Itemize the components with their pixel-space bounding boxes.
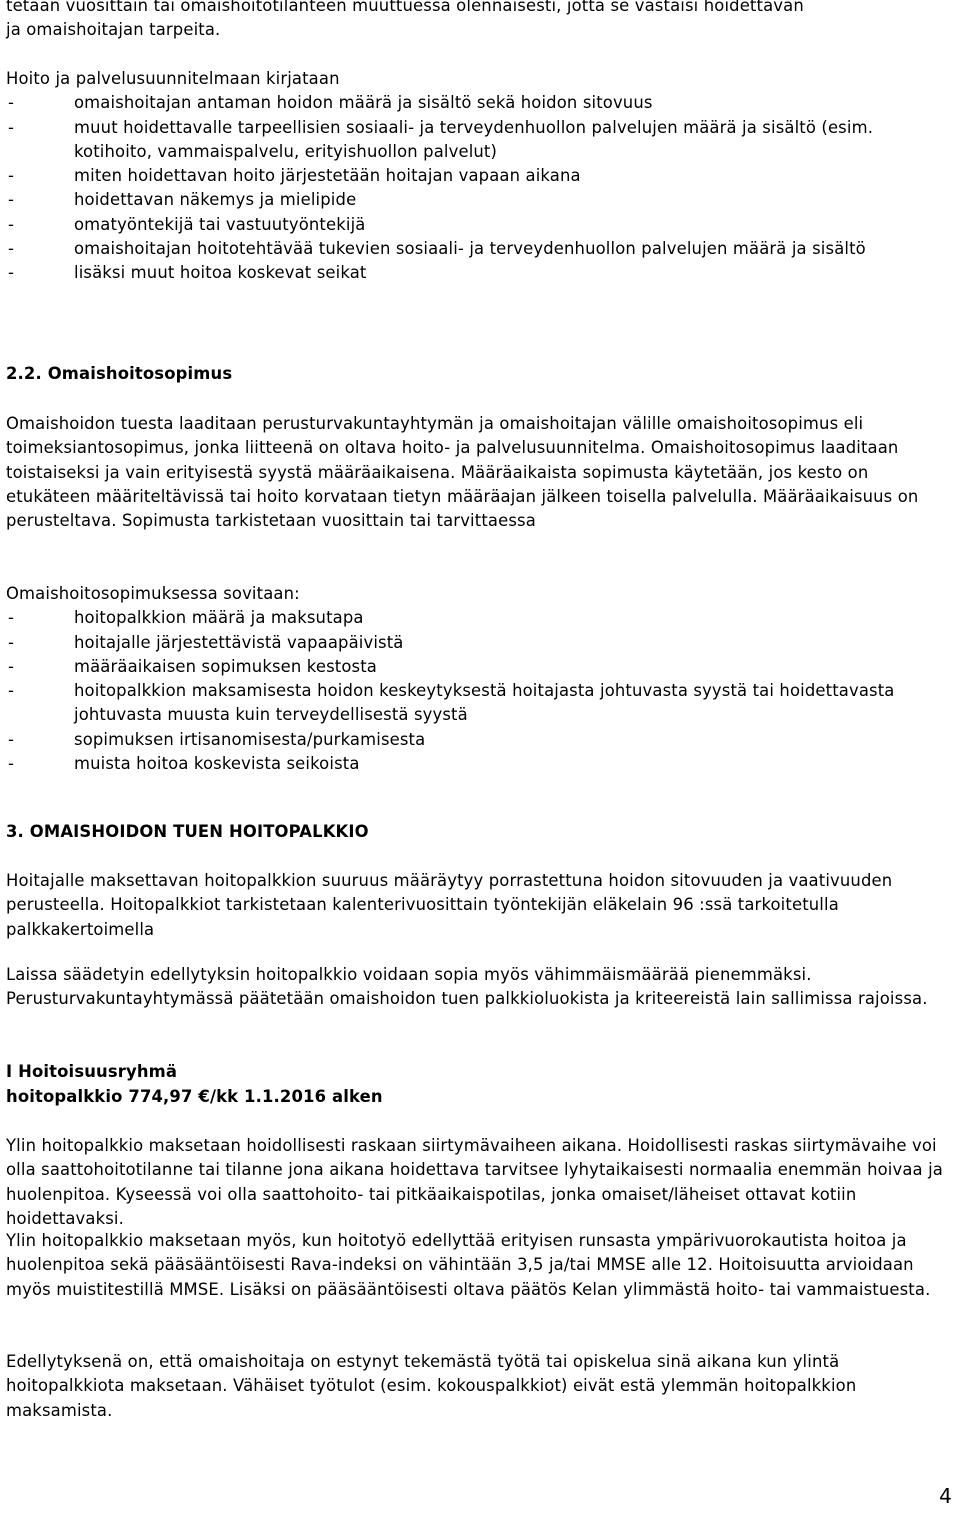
page-number: 4 [939, 1484, 952, 1508]
section-2-2-paragraph: Omaishoidon tuesta laaditaan perusturvakuntayhtymän ja omaishoitajan välille omaishoitosopimus eli toimeksiantosopimus, jonka liitteenä on oltava hoito- ja palvelusuunnitelma. Omaishoitosopimus laaditaan toistaiseksi ja vain erityisestä syystä määräaikaisena. Määräaikaista sopimusta käytetään, jos kesto on etukäteen määriteltävissä tai hoito korvataan tietyn määräajan jälkeen toisella palvelulla. Määräaikaisuus on perusteltava. Sopimusta tarkistetaan vuosittain tai tarvittaessa [6, 414, 919, 531]
care-plan-heading: Hoito ja palvelusuunnitelmaan kirjataan [6, 69, 340, 88]
list-item: - omaishoitajan antaman hoidon määrä ja sisältö sekä hoidon sitovuus [8, 93, 653, 113]
list-item: - muut hoidettavalle tarpeellisien sosiaali- ja terveydenhuollon palvelujen määrä ja sisältö (esim. kotihoito, vammaispalvelu, erityishuollon palvelut) [8, 117, 874, 161]
section-3-paragraph: Ylin hoitopalkkio maksetaan myös, kun hoitotyö edellyttää erityisen runsasta ympärivuorokautista hoitoa ja huolenpitoa sekä pääsääntöisesti Rava-indeksi on vähintään 3,5 ja/tai MMSE alle 12. Hoitoisuutta arvioidaan myös muistitestillä MMSE. Lisäksi on pääsääntöisesti oltava päätös Kelan ylimmästä hoito- tai vammaistuesta. [6, 1231, 931, 1299]
agreement-section [6, 582, 950, 776]
list-item: - määräaikaisen sopimuksen kestosta [8, 656, 377, 676]
list-item: - omatyöntekijä tai vastuutyöntekijä [8, 214, 366, 234]
list-item: - hoitopalkkion maksamisesta hoidon keskeytyksestä hoitajasta johtuvasta syystä tai hoidettavasta johtuvasta muusta kuin terveydellisestä syystä [8, 681, 895, 725]
list-item: - miten hoidettavan hoito järjestetään hoitajan vapaan aikana [8, 166, 581, 186]
list-item: - hoitajalle järjestettävistä vapaapäivistä [8, 632, 404, 652]
section-3-paragraph: Ylin hoitopalkkio maksetaan hoidollisesti raskaan siirtymävaiheen aikana. Hoidollisesti raskas siirtymävaihe voi olla saattohoitotilanne tai tilanne jona aikana hoidettava tarvitsee lyhytaikaisesti normaalia enemmän hoivaa ja huolenpitoa. Kyseessä voi olla saattohoito- tai pitkäaikaispotilas, jonka omaiset/läheiset ottavat kotiin hoidettavaksi. [6, 1136, 943, 1228]
section-3-paragraph: Hoitajalle maksettavan hoitopalkkion suuruus määräytyy porrastettuna hoidon sitovuuden ja vaativuuden perusteella. Hoitopalkkiot tarkistetaan kalenterivuosittain työntekijän eläkelain 96 :ssä tarkoitetulla palkkakertoimella [6, 871, 893, 939]
care-group-title: I Hoitoisuusryhmä [6, 1062, 178, 1081]
intro-line: tetaan vuosittain tai omaishoitotilanteen muuttuessa olennaisesti, jotta se vastaisi hoidettavan [6, 0, 804, 15]
list-item: - sopimuksen irtisanomisesta/purkamisesta [8, 729, 426, 749]
care-plan-section [6, 67, 950, 286]
list-item: - muista hoitoa koskevista seikoista [8, 754, 360, 774]
agreement-list [6, 606, 950, 776]
list-item: - lisäksi muut hoitoa koskevat seikat [8, 263, 367, 283]
care-plan-list [6, 91, 950, 285]
intro-paragraph [6, 0, 950, 43]
section-3-paragraph: Laissa säädetyin edellytyksin hoitopalkkio voidaan sopia myös vähimmäismäärää pienemmäksi. Perusturvakuntayhtymässä päätetään omaishoidon tuen palkkioluokista ja kriteereistä lain sallimissa rajoissa. [6, 965, 928, 1009]
agreement-heading: Omaishoitosopimuksessa sovitaan: [6, 584, 300, 603]
list-item: - hoitopalkkion määrä ja maksutapa [8, 608, 364, 628]
section-3-paragraph: Edellytyksenä on, että omaishoitaja on estynyt tekemästä työtä tai opiskelua sinä aikana kun ylintä hoitopalkkiota maksetaan. Vähäiset työtulot (esim. kokouspalkkiot) eivät estä ylemmän hoitopalkkion maksamista. [6, 1352, 857, 1420]
list-item: - hoidettavan näkemys ja mielipide [8, 190, 357, 210]
intro-line: ja omaishoitajan tarpeita. [6, 20, 221, 40]
care-group-fee: hoitopalkkio 774,97 €/kk 1.1.2016 alken [6, 1087, 383, 1106]
section-3-heading: 3. OMAISHOIDON TUEN HOITOPALKKIO [6, 822, 369, 841]
section-2-2-heading: 2.2. Omaishoitosopimus [6, 364, 233, 383]
list-item: - omaishoitajan hoitotehtävää tukevien sosiaali- ja terveydenhuollon palvelujen määrä ja sisältö [8, 239, 866, 259]
